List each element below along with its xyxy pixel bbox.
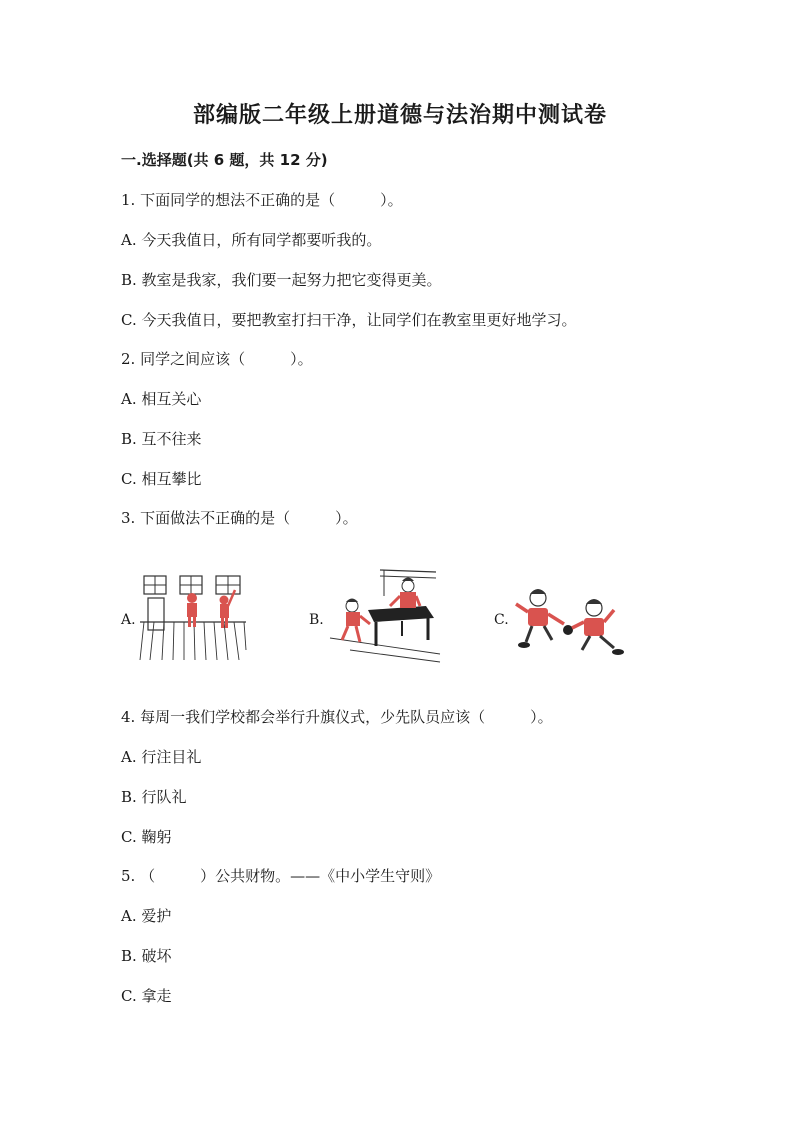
question-4-stem: 4. 每周一我们学校都会举行升旗仪式，少先队员应该（ ）。 [121, 708, 553, 726]
question-3-option-c-label[interactable]: C. [494, 612, 509, 628]
question-3-option-b-label[interactable]: B. [309, 612, 324, 628]
question-1-option-c[interactable]: C. 今天我值日，要把教室打扫干净，让同学们在教室里更好地学习。 [121, 311, 577, 329]
question-4-option-b[interactable]: B. 行队礼 [121, 788, 187, 806]
question-2-stem: 2. 同学之间应该（ ）。 [121, 350, 313, 368]
question-3-option-a-label[interactable]: A. [121, 612, 136, 628]
question-4-option-c[interactable]: C. 鞠躬 [121, 828, 172, 846]
question-1-option-a[interactable]: A. 今天我值日，所有同学都要听我的。 [121, 231, 382, 249]
question-2-option-c[interactable]: C. 相互攀比 [121, 470, 202, 488]
question-5-option-c[interactable]: C. 拿走 [121, 987, 172, 1005]
question-2-option-b[interactable]: B. 互不往来 [121, 430, 202, 448]
question-5-option-a[interactable]: A. 爱护 [121, 907, 172, 925]
section-heading: 一.选择题(共 6 题，共 12 分) [121, 151, 328, 169]
question-2-option-a[interactable]: A. 相互关心 [121, 390, 202, 408]
question-3-picture-b[interactable] [330, 566, 440, 664]
page-title: 部编版二年级上册道德与法治期中测试卷 [192, 103, 607, 128]
question-5-stem: 5. （ ）公共财物。——《中小学生守则》 [121, 867, 441, 885]
question-4-option-a[interactable]: A. 行注目礼 [121, 748, 202, 766]
question-3-stem: 3. 下面做法不正确的是（ ）。 [121, 509, 358, 527]
question-5-option-b[interactable]: B. 破坏 [121, 947, 172, 965]
question-1-stem: 1. 下面同学的想法不正确的是（ ）。 [121, 191, 403, 209]
question-3-picture-c[interactable] [510, 582, 628, 662]
question-3-picture-a[interactable] [140, 570, 246, 662]
question-1-option-b[interactable]: B. 教室是我家，我们要一起努力把它变得更美。 [121, 271, 442, 289]
